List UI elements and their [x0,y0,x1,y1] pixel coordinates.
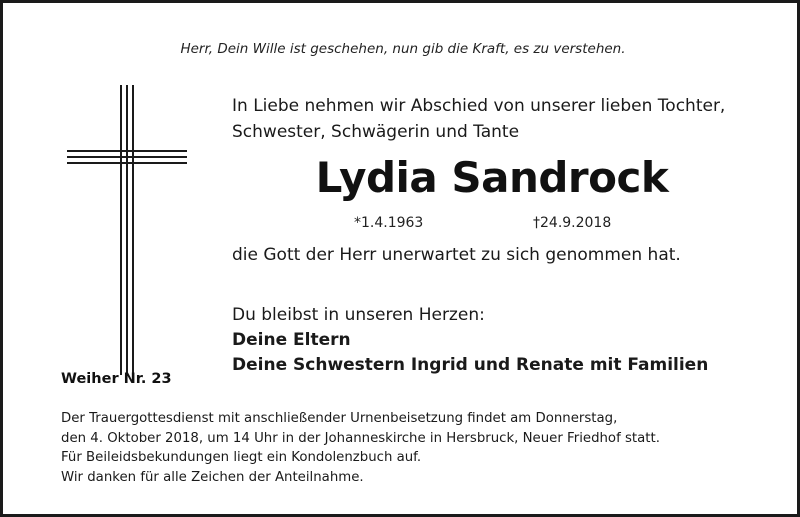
service-line-2: den 4. Oktober 2018, um 14 Uhr in der Johanneskirche in Hersbruck, Neuer Friedhof statt. [61,430,660,446]
death-date: †24.9.2018 [533,215,612,231]
intro-line-2: Schwester, Schwägerin und Tante [232,122,520,142]
mourners-line-1: Du bleibst in unseren Herzen: [232,305,485,325]
service-info [61,409,660,487]
service-line-3: Für Beileidsbekundungen liegt ein Kondolenzbuch auf. [61,450,422,465]
mourners-block [232,303,708,378]
birth-date: *1.4.1963 [354,215,424,231]
intro-line-1: In Liebe nehmen wir Abschied von unserer lieben Tochter, [232,96,726,116]
cross-icon [67,85,187,375]
deceased-name: Lydia Sandrock [315,153,669,202]
mourners-line-3: Deine Schwestern Ingrid und Renate mit Familien [232,355,709,375]
mourners-line-2: Deine Eltern [232,330,351,350]
motto: Herr, Dein Wille ist geschehen, nun gib die Kraft, es zu verstehen. [180,41,626,57]
intro-text [232,93,725,145]
called-home-text: die Gott der Herr unerwartet zu sich genommen hat. [232,245,681,265]
service-line-4: Wir danken für alle Zeichen der Anteilnahme. [61,469,364,485]
service-line-1: Der Trauergottesdienst mit anschließender Urnenbeisetzung findet am Donnerstag, [61,411,618,426]
address: Weiher Nr. 23 [61,371,172,387]
